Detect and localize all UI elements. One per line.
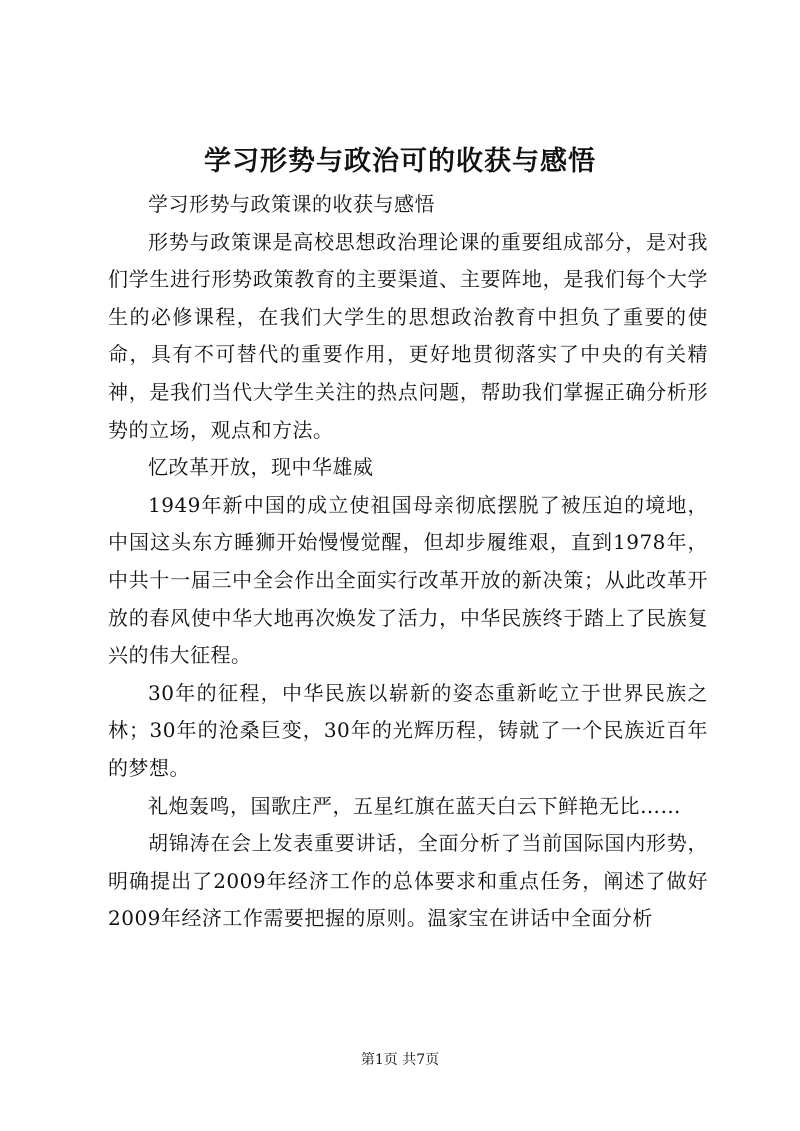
page-number-footer: 第1页 共7页 — [360, 1052, 440, 1068]
paragraph-intro: 形势与政策课是高校思想政治理论课的重要组成部分，是对我们学生进行形势政策教育的主要渠道、主要阵地，是我们每个大学生的必修课程，在我们大学生的思想政治教育中担负了重要的使命，具有不可替代的重要作用，更好地贯彻落实了中央的有关精神，是我们当代大学生关注的热点问题，帮助我们掌握正确分析形势的立场，观点和方法。 — [108, 229, 708, 442]
paragraph-thirty-years: 30年的征程，中华民族以崭新的姿态重新屹立于世界民族之林；30年的沧桑巨变，30年的光辉历程，铸就了一个民族近百年的梦想。 — [108, 680, 708, 780]
paragraph-history: 1949年新中国的成立使祖国母亲彻底摆脱了被压迫的境地，中国这头东方睡狮开始慢慢觉醒，但却步履维艰，直到1978年，中共十一届三中全会作出全面实行改革开放的新决策；从此改革开放的春风使中华大地再次焕发了活力，中华民族终于踏上了民族复兴的伟大征程。 — [108, 492, 708, 668]
paragraph-speech: 胡锦涛在会上发表重要讲话，全面分析了当前国际国内形势，明确提出了2009年经济工作的总体要求和重点任务，阐述了做好2009年经济工作需要把握的原则。温家宝在讲话中全面分析 — [108, 831, 708, 931]
document-title: 学习形势与政治可的收获与感悟 — [204, 146, 596, 177]
paragraph-section-heading: 忆改革开放，现中华雄威 — [148, 455, 374, 480]
paragraph-subtitle: 学习形势与政策课的收获与感悟 — [148, 192, 435, 216]
document-body — [108, 186, 708, 938]
paragraph-ceremony: 礼炮轰鸣，国歌庄严，五星红旗在蓝天白云下鲜艳无比…… — [148, 793, 681, 818]
